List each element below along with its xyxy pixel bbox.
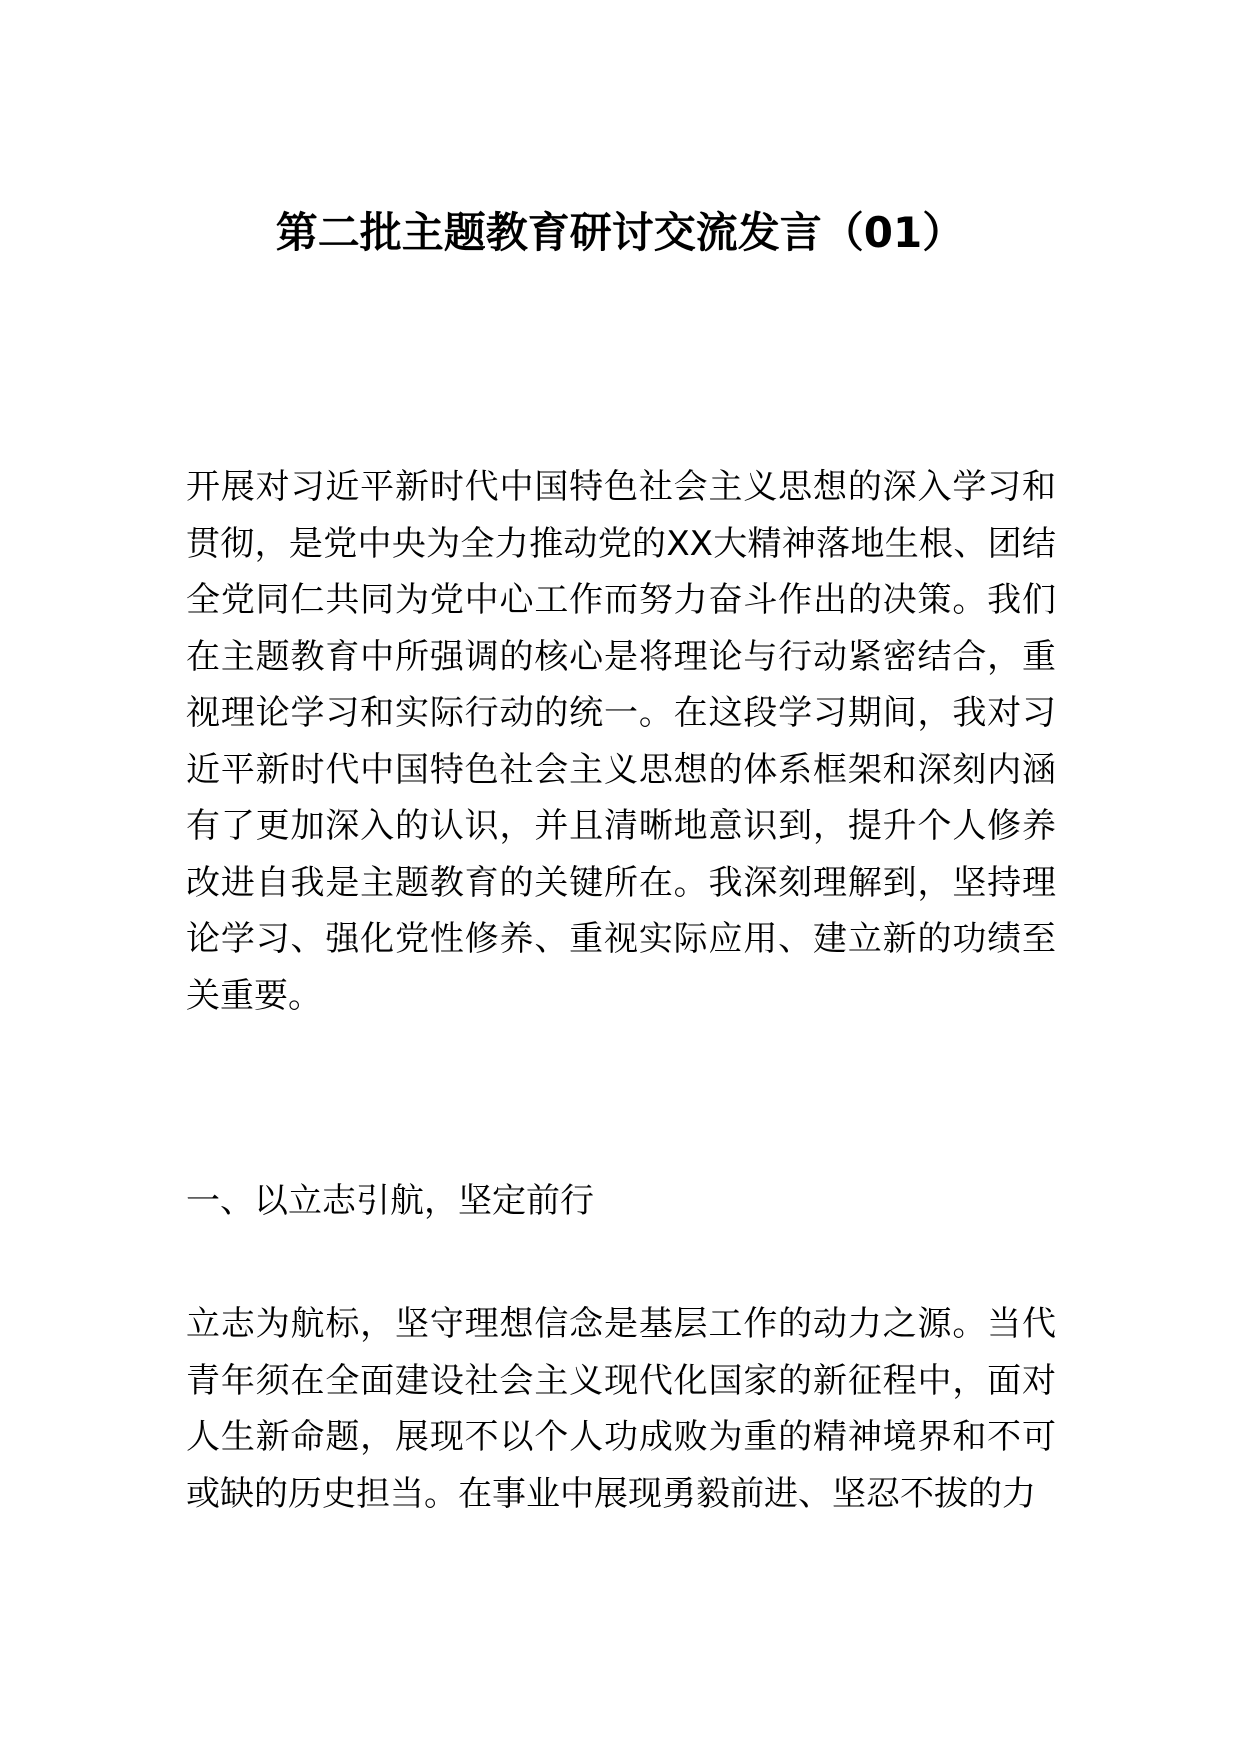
section-paragraph: 立志为航标，坚守理想信念是基层工作的动力之源。当代青年须在全面建设社会主义现代化国家的新征程中，面对人生新命题，展现不以个人功成败为重的精神境界和不可或缺的历史担当。在事业中展现勇毅前进、坚忍不拔的力 bbox=[186, 1304, 1056, 1514]
intro-paragraph: 开展对习近平新时代中国特色社会主义思想的深入学习和贯彻，是党中央为全力推动党的XX大精神落地生根、团结全党同仁共同为党中心工作而努力奋斗作出的决策。我们在主题教育中所强调的核心是将理论与行动紧密结合，重视理论学习和实际行动的统一。在这段学习期间，我对习近平新时代中国特色社会主义思想的体系框架和深刻内涵有了更加深入的认识，并且清晰地意识到，提升个人修养改进自我是主题教育的关键所在。我深刻理解到，坚持理论学习、强化党性修养、重视实际应用、建立新的功绩至关重要。 bbox=[186, 467, 1056, 1016]
document-title: 第二批主题教育研讨交流发言（01） bbox=[275, 208, 965, 257]
section-heading: 一、以立志引航，坚定前行 bbox=[186, 1181, 594, 1221]
